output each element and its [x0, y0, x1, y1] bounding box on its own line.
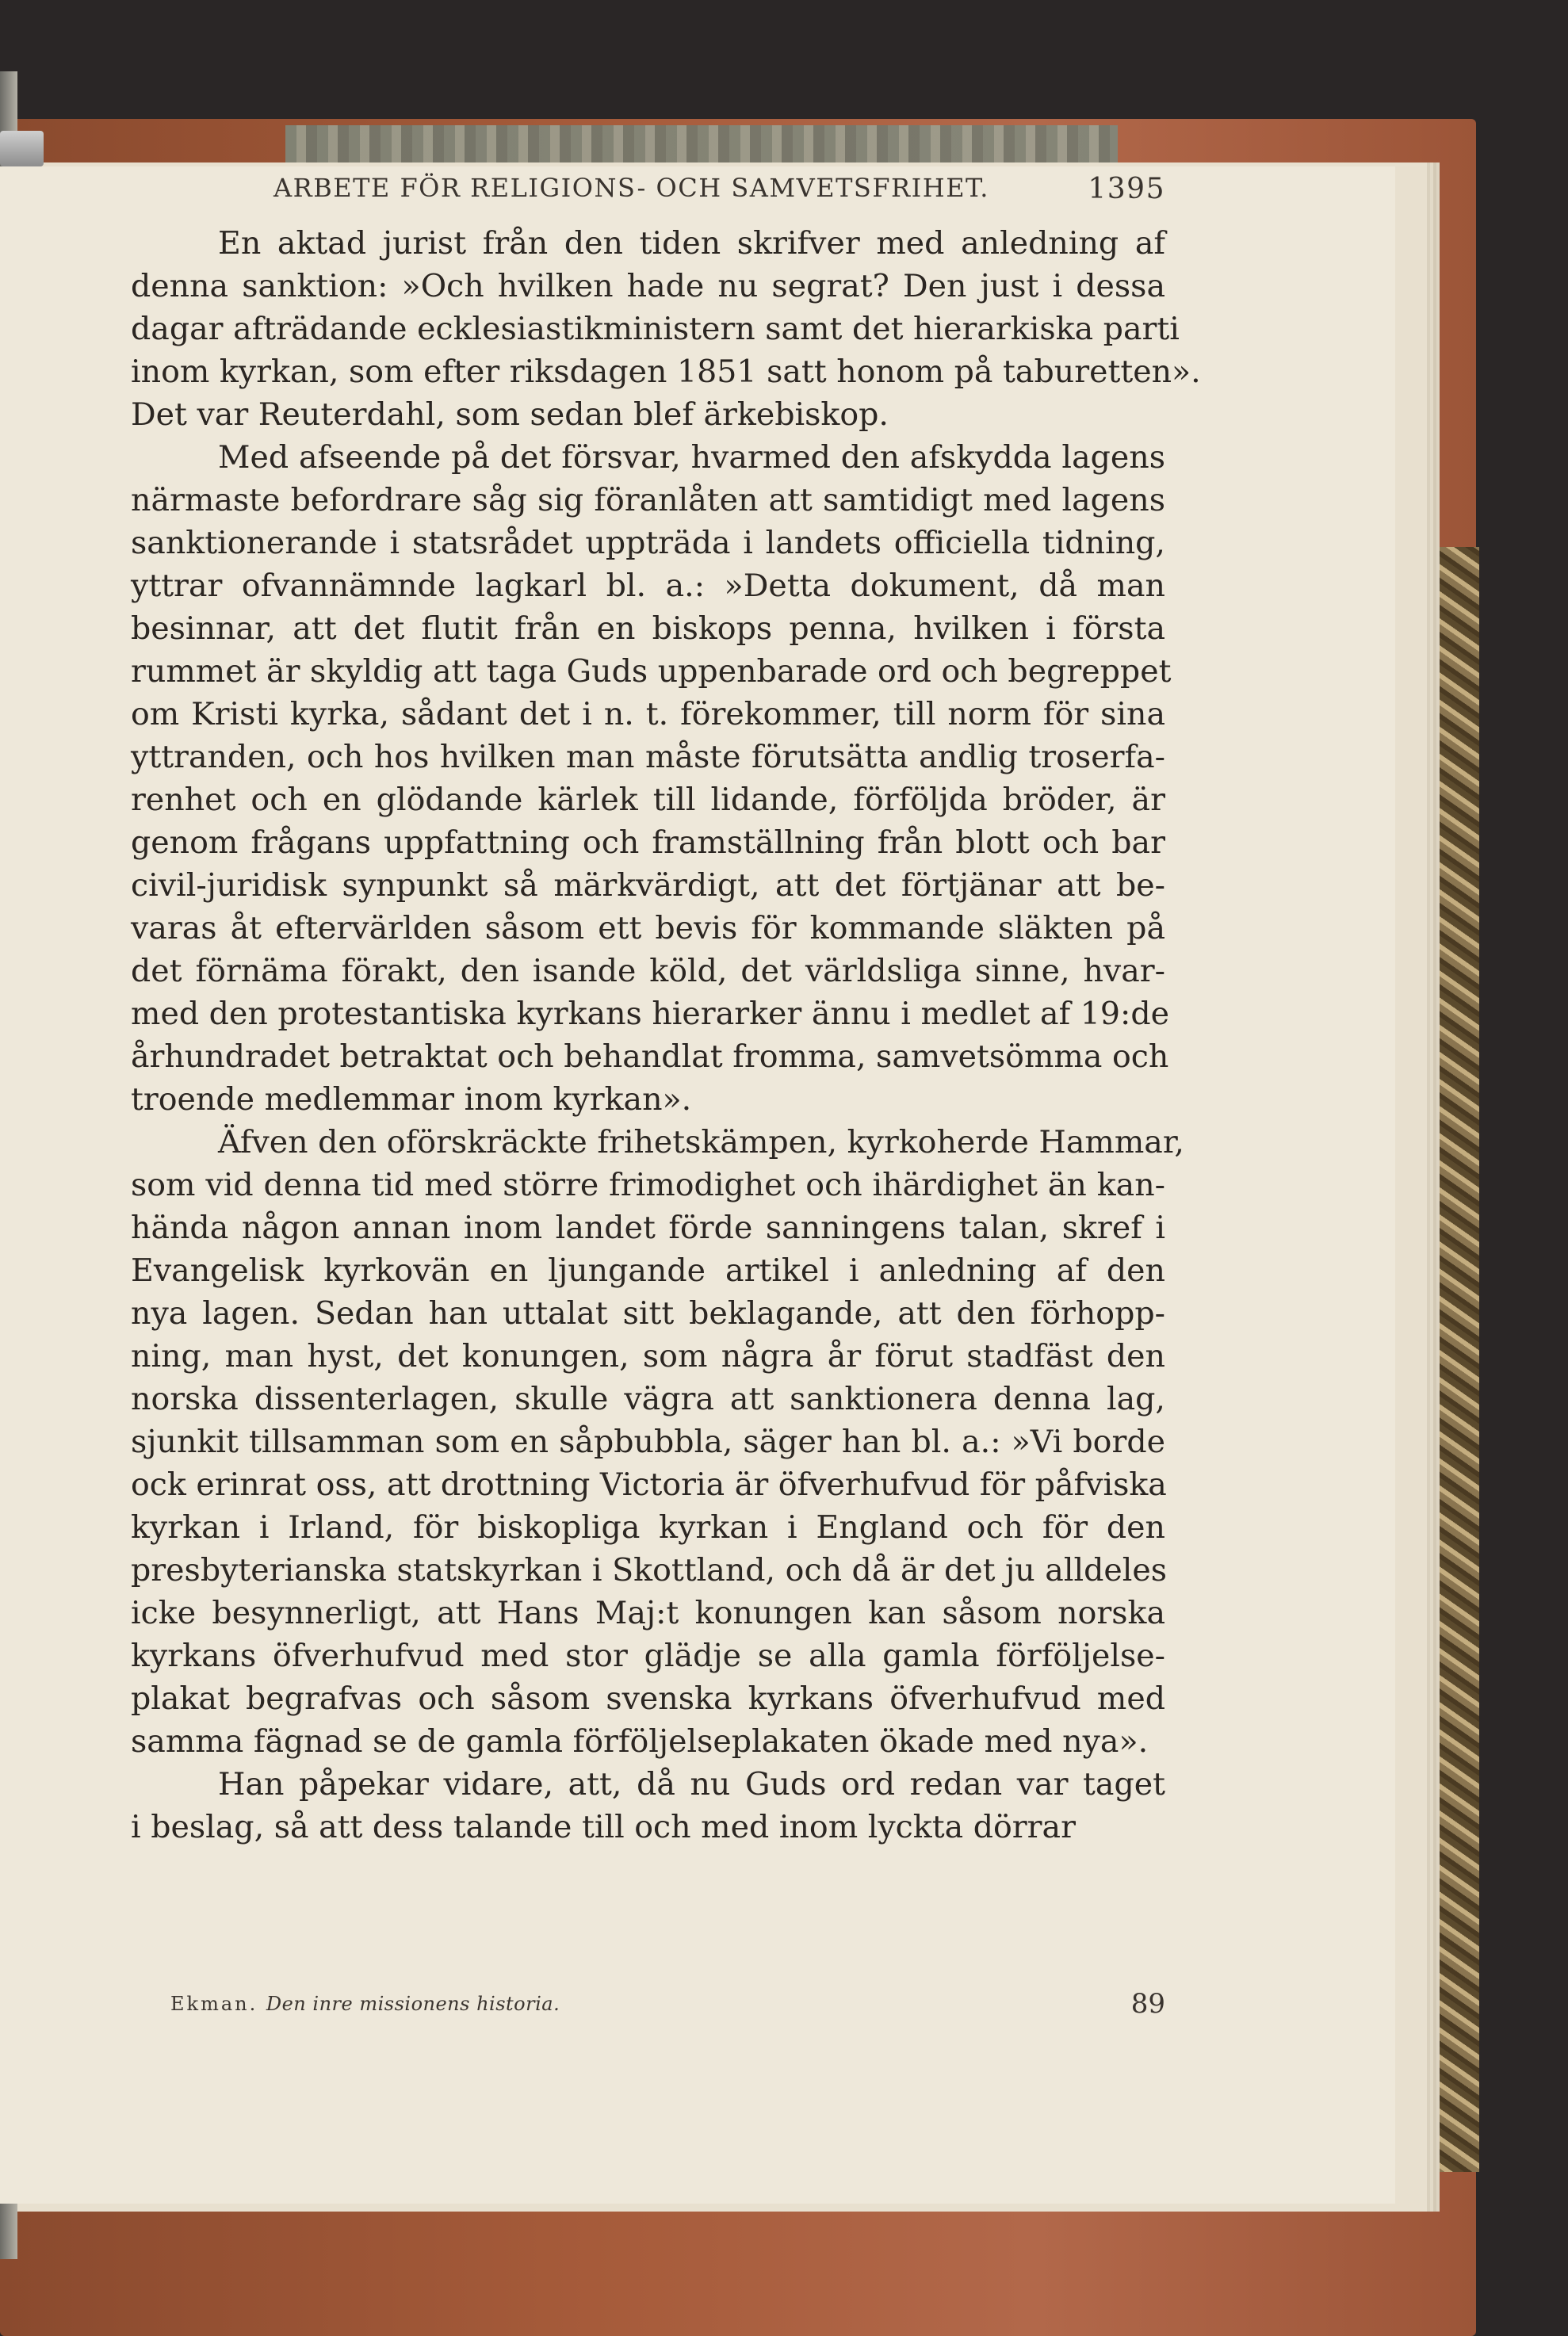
signature-mark: [170, 1993, 560, 2015]
text-line: besinnar, att det flutit från en biskops penna, hvilken i första: [131, 610, 1165, 647]
clip-icon: [0, 131, 44, 166]
text-line: icke besynnerligt, att Hans Maj:t konungen kan såsom norska: [131, 1595, 1165, 1631]
text-line: kyrkan i Irland, för biskopliga kyrkan i England och för den: [131, 1509, 1165, 1546]
text-line: denna sanktion: »Och hvilken hade nu segrat? Den just i dessa: [131, 268, 1165, 304]
text-line: inom kyrkan, som efter riksdagen 1851 satt honom på taburetten».: [131, 354, 1201, 390]
body-text: [131, 222, 1201, 1849]
paragraph: [131, 1121, 1184, 1763]
text-line: närmaste befordrare såg sig föranlåten att samtidigt med lagens: [131, 482, 1165, 518]
text-line: rummet är skyldig att taga Guds uppenbarade ord och begreppet: [131, 653, 1172, 690]
text-line: med den protestantiska kyrkans hierarker ännu i medlet af 19:de: [131, 996, 1169, 1032]
paragraph: [131, 436, 1172, 1121]
running-head: [273, 173, 1165, 212]
text-line: renhet och en glödande kärlek till lidande, förföljda bröder, är: [131, 782, 1165, 818]
text-line: det förnäma förakt, den isande köld, det världsliga sinne, hvar-: [131, 953, 1165, 989]
text-line: kyrkans öfverhufvud med stor glädje se alla gamla förföljelse-: [131, 1638, 1165, 1674]
text-line: sjunkit tillsamman som en såpbubbla, säger han bl. a.: »Vi borde: [131, 1424, 1165, 1460]
text-line: århundradet betraktat och behandlat fromma, samvetsömma och: [131, 1038, 1169, 1075]
text-line: nya lagen. Sedan han uttalat sitt beklagande, att den förhopp-: [131, 1295, 1165, 1332]
running-head-title: ARBETE FÖR RELIGIONS- OCH SAMVETSFRIHET.: [273, 173, 989, 203]
text-line: som vid denna tid med större frimodighet och ihärdighet än kan-: [131, 1167, 1165, 1203]
signature-title: Den inre missionens historia.: [266, 1993, 560, 2015]
text-line: yttranden, och hos hvilken man måste förutsätta andlig troserfa-: [131, 739, 1165, 775]
text-line: Med afseende på det försvar, hvarmed den afskydda lagens: [218, 439, 1165, 476]
text-line: i beslag, så att dess talande till och med inom lyckta dörrar: [131, 1809, 1076, 1845]
text-line: genom frågans uppfattning och framställning från blott och bar: [131, 824, 1165, 861]
text-line: Äfven den oförskräckte frihetskämpen, kyrkoherde Hammar,: [218, 1124, 1184, 1160]
book-spine-strip: [285, 125, 1118, 165]
text-line: samma fägnad se de gamla förföljelseplakaten ökade med nya».: [131, 1723, 1149, 1760]
text-line: civil-juridisk synpunkt så märkvärdigt, att det förtjänar att be-: [131, 867, 1165, 904]
text-line: troende medlemmar inom kyrkan».: [131, 1081, 692, 1118]
text-line: varas åt eftervärlden såsom ett bevis för kommande släkten på: [131, 910, 1165, 946]
text-line: plakat begrafvas och såsom svenska kyrkans öfverhufvud med: [131, 1680, 1165, 1717]
text-line: om Kristi kyrka, sådant det i n. t. förekommer, till norm för sina: [131, 696, 1165, 732]
text-line: norska dissenterlagen, skulle vägra att sanktionera denna lag,: [131, 1381, 1165, 1417]
text-line: En aktad jurist från den tiden skrifver med anledning af: [218, 225, 1165, 262]
text-line: Evangelisk kyrkovän en ljungande artikel i anledning af den: [131, 1252, 1165, 1289]
folio-number: 89: [1130, 1988, 1165, 2020]
paragraph: [131, 1763, 1165, 1849]
text-line: ning, man hyst, det konungen, som några år förut stadfäst den: [131, 1338, 1165, 1374]
page-footer: [170, 1988, 1165, 2028]
text-line: Han påpekar vidare, att, då nu Guds ord redan var taget: [218, 1766, 1165, 1803]
marbled-endpaper: [1423, 547, 1479, 2172]
text-line: dagar afträdande ecklesiastikministern samt det hierarkiska parti: [131, 311, 1180, 347]
text-line: Det var Reuterdahl, som sedan blef ärkebiskop.: [131, 396, 889, 433]
page-number: 1395: [1088, 173, 1165, 205]
text-line: sanktionerande i statsrådet uppträda i landets officiella tidning,: [131, 525, 1165, 561]
paragraph: [131, 222, 1201, 436]
signature-author: Ekman.: [170, 1993, 258, 2015]
text-line: hända någon annan inom landet förde sanningens talan, skref i: [131, 1210, 1165, 1246]
text-line: presbyterianska statskyrkan i Skottland, och då är det ju alldeles: [131, 1552, 1168, 1589]
text-line: yttrar ofvannämnde lagkarl bl. a.: »Detta dokument, då man: [131, 568, 1165, 604]
text-line: ock erinrat oss, att drottning Victoria är öfverhufvud för påfviska: [131, 1466, 1167, 1503]
